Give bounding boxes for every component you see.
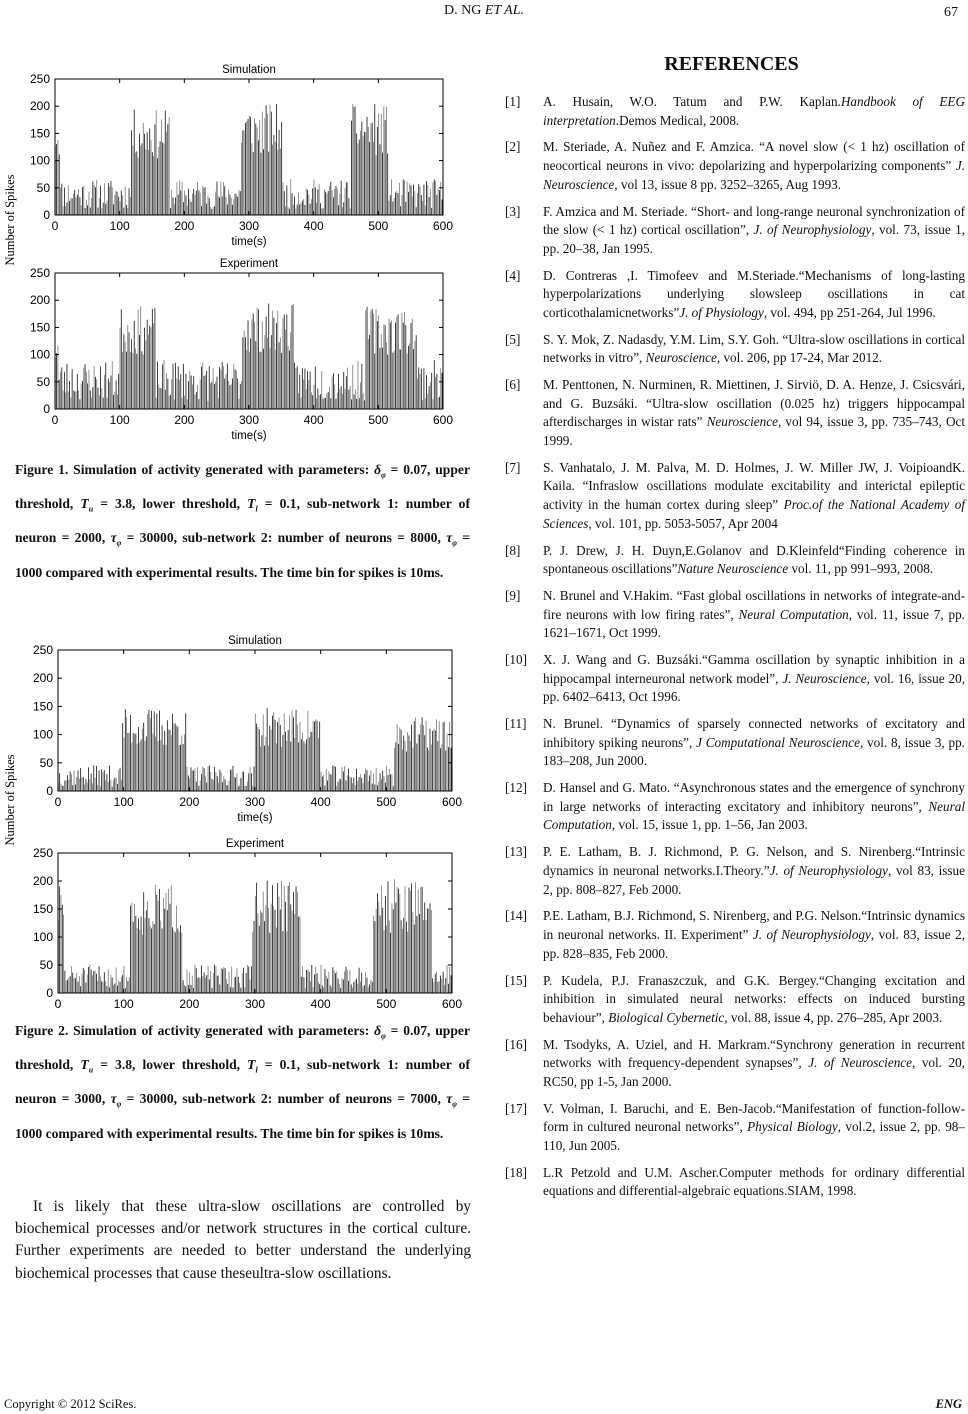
reference-number: [1]	[505, 94, 521, 109]
text-run: = 30000, sub-network 2: number of neurons = 7000,	[121, 1091, 447, 1107]
text-run: , vol. 8, issue 3, pp. 183–208, Jun 2000.	[543, 734, 965, 769]
reference-number: [13]	[505, 844, 527, 860]
text-run: M. Tsodyks, A. Uziel, and H. Markram.“Synchrony generation in recurrent networks with frequency-dependent synapses”,	[543, 1036, 965, 1071]
reference-item	[505, 587, 965, 643]
reference-number: [8]	[505, 542, 521, 558]
italic-text: δ	[374, 1023, 382, 1038]
reference-text	[543, 587, 965, 643]
reference-number: [16]	[505, 1036, 527, 1052]
reference-text	[543, 1036, 965, 1092]
reference-text	[543, 907, 965, 963]
reference-text	[543, 93, 965, 130]
text-run: = 3.8, lower threshold,	[93, 496, 248, 512]
reference-item	[505, 972, 965, 1028]
text-run: = 0.1, sub-network 1: number of neuron = 3000,	[15, 1057, 470, 1107]
reference-item	[505, 376, 965, 450]
x-tick-label: 200	[179, 997, 200, 1011]
text-run: = 1000 compared with experimental results. The time bin for spikes is 10ms.	[15, 530, 470, 580]
reference-item	[505, 715, 965, 771]
y-tick-label: 50	[36, 374, 50, 389]
subscript: l	[255, 1065, 258, 1075]
text-run: = 1000 compared with experimental results. The time bin for spikes is 10ms.	[15, 1091, 470, 1141]
x-tick-label: 300	[238, 219, 260, 233]
text-run: vol. 11, pp 991–993, 2008.	[788, 561, 934, 577]
y-tick-label: 0	[43, 208, 50, 222]
y-tick-label: 100	[29, 153, 50, 168]
y-tick-label: 150	[32, 699, 53, 714]
body-paragraph: It is likely that these ultra-slow oscillations are controlled by biochemical processes and/or network structures in the cortical culture. Further experiments are needed to better understand the underlying biochemical processes that cause theseultra-slow oscillations.	[15, 1198, 471, 1282]
text-run: S. Vanhatalo, J. M. Palva, M. D. Holmes, J. W. Miller JW, J. VoipioandK. Kaila. “Infraslow oscillations modulate excitability and interictal epileptic activity in the human cortex during sleep”	[543, 459, 965, 513]
references-list	[505, 93, 965, 1209]
text-run: F. Amzica and M. Steriade. “Short- and long-range neuronal synchronization of the slow (< 1 hz) cortical oscillation”,	[543, 203, 965, 238]
reference-text	[543, 1164, 965, 1201]
text-run: , vol. 494, pp 251-264, Jul 1996.	[763, 304, 936, 320]
x-axis-label: time(s)	[237, 812, 273, 824]
italic-text: τ	[446, 1091, 453, 1107]
text-run: P. E. Latham, B. J. Richmond, P. G. Nelson, and S. Nirenberg.“Intrinsic dynamics in neuronal networks.I.Theory.”	[543, 844, 965, 878]
y-tick-label: 200	[32, 874, 53, 888]
footer-copyright: Copyright © 2012 SciRes.	[4, 1397, 137, 1411]
reference-number: [18]	[505, 1164, 527, 1180]
text-run: , vol 83, issue 2, pp. 808–827, Feb 2000.	[543, 862, 965, 897]
x-tick-label: 0	[54, 795, 62, 809]
italic-text: J Computational Neuroscience	[696, 734, 860, 750]
header-etal: ET AL.	[484, 3, 524, 18]
x-tick-label: 600	[441, 795, 463, 809]
text-run: N. Brunel and V.Hakim. “Fast global oscillations in networks of integrate-and-fire neurons with low firing rates”,	[543, 588, 965, 622]
italic-text: J. of Neurophysiology	[753, 222, 872, 238]
figure-1-chart	[0, 50, 484, 450]
x-tick-label: 400	[310, 997, 331, 1011]
y-tick-label: 250	[32, 643, 53, 657]
subscript: φ	[116, 539, 122, 549]
reference-number: [14]	[505, 908, 527, 924]
y-tick-label: 150	[29, 320, 50, 335]
text-run: P.E. Latham, B.J. Richmond, S. Nirenberg, and P.G. Nelson.“Intrinsic dynamics in neuronal networks. II. Experiment”	[543, 908, 965, 943]
italic-text: J. Neuroscience	[543, 158, 965, 192]
chart-title: Simulation	[222, 64, 276, 76]
y-tick-label: 50	[39, 958, 53, 972]
text-run: vol. 101, pp. 5053-5057, Apr 2004	[591, 515, 778, 531]
y-tick-label: 100	[32, 727, 53, 742]
y-tick-label: 0	[43, 402, 50, 416]
text-run: Figure 1. Simulation of activity generated with parameters:	[15, 462, 375, 477]
reference-number: [10]	[505, 652, 527, 668]
text-run: M. Penttonen, N. Nurminen, R. Miettinen, J. Sirviö, D. A. Henze, J. Csicsvári, and G. Buzsáki. “Ultra-slow oscillation (0.025 hz) triggers hippocampal afterdischarges in wistar rats”	[543, 377, 965, 430]
text-run: , vol. 206, pp 17-24, Mar 2012.	[716, 350, 883, 366]
reference-text	[543, 267, 965, 323]
subscript: φ	[116, 1100, 122, 1110]
reference-text	[543, 138, 965, 194]
text-run: = 30000, sub-network 2: number of neurons = 8000,	[121, 530, 447, 546]
italic-text: Neural Computation	[738, 606, 849, 622]
y-tick-label: 50	[39, 755, 53, 770]
y-tick-label: 250	[29, 266, 50, 280]
x-tick-label: 500	[368, 219, 389, 233]
y-tick-label: 0	[46, 986, 53, 1000]
x-tick-label: 200	[179, 795, 200, 809]
italic-text: T	[80, 496, 89, 512]
text-run: D. Hansel and G. Mato. “Asynchronous states and the emergence of synchrony in large networks of interacting excitatory and inhibitory neurons”,	[543, 780, 965, 814]
reference-item	[505, 843, 965, 899]
y-tick-label: 200	[32, 671, 53, 686]
x-tick-label: 500	[368, 413, 389, 427]
text-run: S. Y. Mok, Z. Nadasdy, Y.M. Lim, S.Y. Goh. “Ultra-slow oscillations in cortical networks in vitro”,	[543, 331, 965, 366]
italic-text: Biological Cybernetic	[608, 1009, 725, 1025]
subscript: φ	[452, 1100, 457, 1110]
reference-item	[505, 651, 965, 707]
text-run: = 0.07, upper threshold,	[15, 1023, 470, 1073]
text-run: , vol 13, issue 8 pp. 3252–3265, Aug 1993.	[614, 176, 842, 192]
subscript: φ	[381, 1031, 386, 1041]
chart-title: Simulation	[228, 635, 282, 647]
text-run: Figure 2. Simulation of activity generated with parameters:	[15, 1023, 375, 1038]
text-run: .Demos Medical, 2008.	[615, 112, 740, 128]
y-tick-label: 50	[36, 180, 50, 195]
reference-text	[543, 376, 965, 450]
references-heading: REFERENCES	[664, 53, 799, 75]
reference-number: [9]	[505, 588, 521, 604]
x-tick-label: 200	[174, 413, 195, 427]
reference-text	[543, 843, 965, 899]
reference-number: [4]	[505, 267, 521, 283]
y-tick-label: 200	[29, 293, 50, 308]
header-author: D. NG	[443, 3, 482, 18]
page-number: 67	[944, 5, 958, 20]
figure-2-caption	[15, 1017, 470, 1148]
italic-text: Proc.of the National Academy of Sciences,	[543, 497, 966, 531]
text-run: , vol. 11, issue 7, pp. 1621–1671, Oct 1999.	[543, 606, 965, 641]
italic-text: J. of Neurophysiology	[769, 862, 888, 878]
text-run: , vol. 16, issue 20, pp. 6402–6413, Oct 1996.	[543, 670, 965, 705]
x-axis-label: time(s)	[231, 236, 267, 248]
x-tick-label: 0	[51, 219, 59, 233]
italic-text: τ	[446, 530, 453, 546]
text-run: V. Volman, I. Baruchi, and E. Ben-Jacob.“Manifestation of function-follow-form in cultured neuronal networks”,	[543, 1100, 965, 1135]
reference-item	[505, 542, 965, 579]
italic-text: δ	[374, 462, 382, 477]
y-tick-label: 250	[29, 72, 50, 86]
x-tick-label: 500	[376, 795, 397, 809]
text-run: , vol 94, issue 3, pp. 735–743, Oct 1999.	[543, 414, 965, 448]
reference-number: [6]	[505, 377, 521, 393]
reference-item	[505, 203, 965, 259]
reference-item	[505, 1036, 965, 1092]
x-tick-label: 400	[310, 795, 331, 809]
text-run: , vol. 73, issue 1, pp. 20–38, Jan 1995.	[543, 222, 965, 256]
italic-text: τ	[110, 1091, 117, 1107]
x-tick-label: 300	[244, 795, 266, 809]
text-run: D. Contreras ,I. Timofeev and M.Steriade.“Mechanisms of long-lasting hyperpolarizations underlying slowsleep oscillations in cat corticothalamicnetworks”	[543, 267, 965, 320]
x-tick-label: 300	[244, 997, 266, 1011]
subscript: φ	[452, 539, 457, 549]
reference-text	[543, 331, 965, 368]
subscript: u	[88, 504, 94, 514]
y-tick-label: 100	[29, 347, 50, 362]
y-tick-label: 150	[32, 902, 53, 916]
subscript: u	[88, 1065, 94, 1075]
reference-text	[543, 779, 965, 835]
x-tick-label: 300	[238, 413, 260, 427]
footer-journal: ENG	[935, 1397, 962, 1411]
reference-item	[505, 138, 965, 194]
x-tick-label: 500	[376, 997, 397, 1011]
figure-1-caption	[15, 456, 470, 587]
reference-item	[505, 267, 965, 323]
y-axis-label: Number of Spikes	[3, 754, 17, 846]
reference-text	[543, 651, 965, 707]
reference-text	[543, 459, 965, 533]
reference-item	[505, 93, 965, 130]
reference-item	[505, 1164, 965, 1201]
x-tick-label: 600	[432, 219, 454, 233]
italic-text: J. of Neurophysiology	[752, 927, 871, 943]
reference-number: [15]	[505, 972, 527, 988]
reference-number: [17]	[505, 1100, 527, 1116]
x-tick-label: 600	[441, 997, 463, 1011]
y-tick-label: 250	[32, 846, 53, 860]
reference-number: [2]	[505, 139, 521, 155]
text-run: , vol. 83, issue 2, pp. 828–835, Feb 2000.	[543, 927, 965, 961]
subscript: l	[255, 504, 258, 514]
text-run: , vol. 88, issue 4, pp. 276–285, Apr 2003.	[724, 1009, 943, 1025]
x-tick-label: 400	[303, 219, 324, 233]
italic-text: T	[247, 1057, 256, 1073]
reference-item	[505, 331, 965, 368]
italic-text: T	[247, 496, 256, 512]
text-run: , vol. 15, issue 1, pp. 1–56, Jan 2003.	[611, 817, 808, 833]
text-run: P. J. Drew, J. H. Duyn,E.Golanov and D.Kleinfeld“Finding coherence in spontaneous oscillations”	[543, 542, 965, 577]
y-tick-label: 150	[29, 126, 50, 141]
reference-number: [7]	[505, 459, 521, 475]
italic-text: T	[80, 1057, 89, 1073]
italic-text: J. of Physiology	[679, 304, 764, 320]
reference-number: [5]	[505, 331, 521, 347]
x-tick-label: 100	[113, 997, 134, 1011]
x-tick-label: 200	[174, 219, 195, 233]
italic-text: J. Neuroscience	[782, 670, 867, 686]
text-run: L.R Petzold and U.M. Ascher.Computer methods for ordinary differential equations and differential-algebraic equations.SIAM, 1998.	[543, 1164, 965, 1199]
reference-text	[543, 972, 965, 1028]
italic-text: Handbook of EEG interpretation	[543, 94, 965, 128]
x-tick-label: 0	[54, 997, 62, 1011]
subscript: φ	[381, 470, 386, 480]
italic-text: τ	[110, 530, 117, 546]
spike-bars	[58, 879, 451, 993]
text-run: , vol.2, issue 2, pp. 98–110, Jun 2005.	[543, 1119, 965, 1153]
y-tick-label: 100	[32, 930, 53, 944]
x-tick-label: 100	[109, 219, 130, 233]
y-tick-label: 0	[46, 784, 53, 798]
text-run: A. Husain, W.O. Tatum and P.W. Kaplan.	[543, 94, 841, 109]
reference-item	[505, 779, 965, 835]
running-header	[0, 3, 968, 19]
spike-bars	[55, 304, 442, 409]
text-run: X. J. Wang and G. Buzsáki.“Gamma oscillation by synaptic inhibition in a hippocampal interneuronal network model”,	[543, 652, 965, 686]
spike-bars	[58, 708, 451, 791]
italic-text: Neuroscience	[645, 350, 717, 366]
chart-title: Experiment	[219, 258, 279, 270]
italic-text: Nature Neuroscience	[677, 561, 789, 577]
x-tick-label: 100	[113, 795, 134, 809]
x-tick-label: 0	[51, 413, 59, 427]
text-run: = 3.8, lower threshold,	[93, 1057, 248, 1073]
reference-number: [3]	[505, 203, 521, 219]
figure-2-chart	[0, 620, 484, 1020]
chart-title: Experiment	[225, 838, 285, 850]
x-tick-label: 100	[109, 413, 130, 427]
y-tick-label: 200	[29, 99, 50, 114]
spike-bars	[55, 104, 442, 215]
text-run: N. Brunel. “Dynamics of sparsely connected networks of excitatory and inhibitory spiking neurons”,	[543, 716, 965, 750]
italic-text: J. of Neuroscience	[808, 1055, 912, 1071]
x-axis-label: time(s)	[231, 430, 267, 442]
text-run: , vol. 20, RC50, pp 1-5, Jan 2000.	[543, 1055, 965, 1089]
figure-2	[0, 620, 484, 1020]
reference-item	[505, 1100, 965, 1156]
italic-text: Neuroscience	[706, 414, 778, 430]
reference-item	[505, 907, 965, 963]
x-tick-label: 600	[432, 413, 454, 427]
reference-text	[543, 203, 965, 259]
text-run: = 0.1, sub-network 1: number of neuron = 2000,	[15, 496, 470, 546]
text-run: M. Steriade, A. Nuñez and F. Amzica. “A novel slow (< 1 hz) oscillation of neocortical neurons in vivo: depolarizing and hyperpolarizing components”	[543, 139, 965, 174]
reference-text	[543, 715, 965, 771]
text-run: P. Kudela, P.J. Franaszczuk, and G.K. Bergey.“Changing excitation and inhibition in simulated neural networks: effects on induced bursting behaviour”,	[543, 972, 965, 1025]
y-axis-label: Number of Spikes	[3, 174, 17, 266]
italic-text: Neural Computation	[543, 798, 965, 833]
reference-number: [12]	[505, 780, 527, 796]
reference-item	[505, 459, 965, 533]
reference-text	[543, 1100, 965, 1156]
reference-text	[543, 542, 965, 579]
figure-1	[0, 50, 484, 450]
text-run: = 0.07, upper threshold,	[15, 462, 470, 512]
italic-text: Physical Biology	[747, 1119, 838, 1135]
x-tick-label: 400	[303, 413, 324, 427]
reference-number: [11]	[505, 716, 527, 732]
